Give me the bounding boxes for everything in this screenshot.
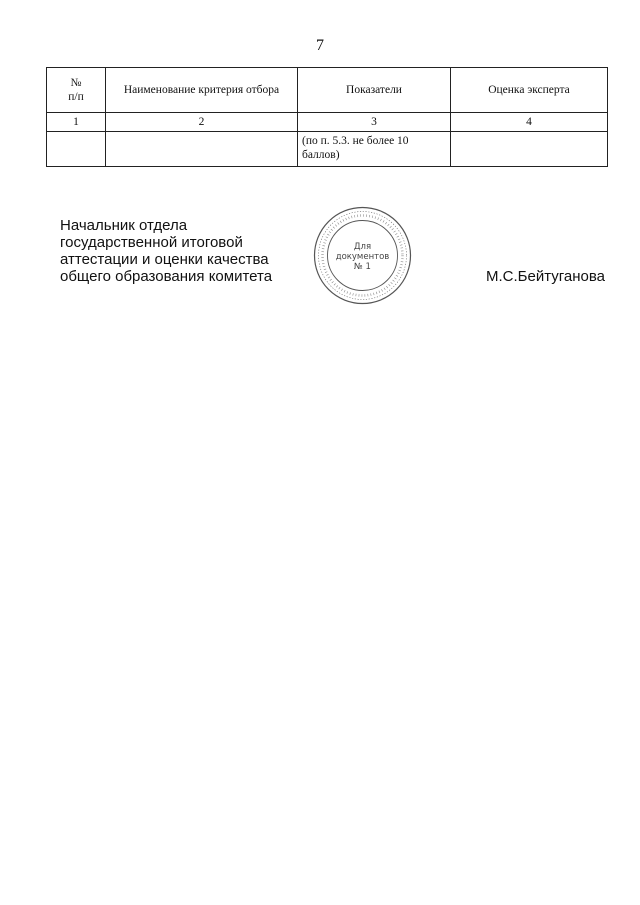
signer-name: М.С.Бейтуганова — [486, 268, 606, 285]
index-cell-3: 3 — [298, 113, 451, 132]
content-cell-4 — [451, 132, 608, 167]
header-number: № п/п — [47, 68, 106, 113]
index-cell-1: 1 — [47, 113, 106, 132]
signer-position: Начальник отдела государственной итоговой аттестации и оценки качества общего образования комитета — [60, 217, 273, 285]
content-cell-3: (по п. 5.3. не более 10 баллов) — [298, 132, 451, 167]
page-number: 7 — [316, 37, 324, 54]
content-cell-2 — [106, 132, 298, 167]
table-row — [47, 132, 608, 167]
official-stamp-icon — [312, 205, 413, 306]
table-index-row — [47, 113, 608, 132]
header-expert-score: Оценка эксперта — [451, 68, 608, 113]
stamp-text-3: № 1 — [354, 262, 371, 272]
header-indicators: Показатели — [298, 68, 451, 113]
index-cell-4: 4 — [451, 113, 608, 132]
table-header-row — [47, 68, 608, 113]
index-cell-2: 2 — [106, 113, 298, 132]
stamp-text-1: Для — [353, 242, 372, 252]
content-cell-1 — [47, 132, 106, 167]
header-criterion: Наименование критерия отбора — [106, 68, 298, 113]
criteria-table — [46, 67, 608, 167]
stamp-text-2: документов — [335, 252, 390, 262]
